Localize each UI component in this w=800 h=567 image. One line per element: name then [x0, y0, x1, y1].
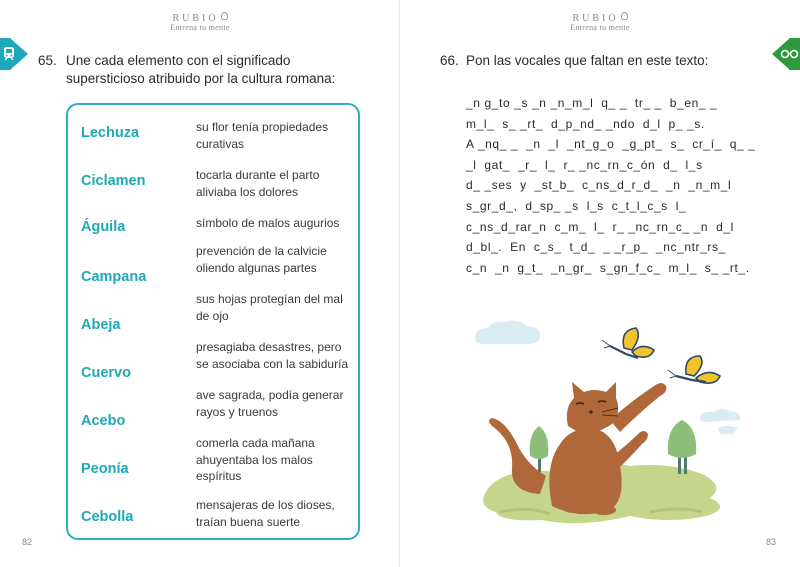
term-acebo[interactable]: Acebo: [81, 413, 126, 429]
brand-header: [0, 12, 400, 32]
term-lechuza[interactable]: Lechuza: [81, 125, 140, 141]
meaning-item[interactable]: [196, 167, 354, 200]
puzzle-line[interactable]: m_l_ s_ _rt_ d_p_nd_ _ndo d_l p_ _s.: [466, 116, 705, 131]
train-icon: [0, 38, 28, 70]
glasses-icon: [772, 38, 800, 70]
matching-box: [66, 103, 360, 540]
meaning-item[interactable]: [196, 497, 354, 530]
instruction-line: supersticioso atribuido por la cultura romana:: [66, 71, 336, 86]
meaning-line: oliendo algunas partes: [196, 260, 317, 275]
term-aguila[interactable]: Águila: [81, 219, 126, 235]
brand-tagline: Entrena tu mente: [170, 23, 230, 32]
meaning-item[interactable]: [196, 435, 354, 485]
puzzle-line[interactable]: d_ _ses y _st_b_ c_ns_d_r_d_ _n _n_m_l: [466, 178, 732, 193]
puzzle-line[interactable]: d_bl_. En c_s_ t_d_ _ _r_p_ _nc_ntr_rs_: [466, 240, 726, 255]
exercise-instruction: [66, 52, 335, 88]
page-number: 83: [766, 537, 777, 547]
term-cebolla[interactable]: Cebolla: [81, 509, 134, 525]
term-cuervo[interactable]: Cuervo: [81, 365, 131, 381]
cat-butterflies-illustration: [470, 316, 760, 536]
term-abeja[interactable]: Abeja: [81, 317, 121, 333]
brand-header: [400, 12, 800, 32]
meaning-line: presagiaba desastres, pero: [196, 340, 342, 354]
term-ciclamen[interactable]: Ciclamen: [81, 173, 146, 189]
meaning-line: rayos y truenos: [196, 404, 279, 419]
term-campana[interactable]: Campana: [81, 269, 147, 285]
tree-icon: [668, 420, 696, 474]
meaning-line: curativas: [196, 136, 245, 151]
lightbulb-icon: [221, 12, 228, 20]
cloud-icon: [700, 409, 740, 434]
meaning-line: ave sagrada, podía generar: [196, 388, 344, 402]
right-page: [400, 0, 800, 567]
cloud-icon: [475, 321, 540, 344]
term-peonia[interactable]: Peonía: [81, 461, 129, 477]
meaning-line: aliviaba los dolores: [196, 184, 299, 199]
meaning-item[interactable]: [196, 119, 354, 152]
tree-icon: [530, 426, 549, 472]
meaning-line: comerla cada mañana: [196, 436, 315, 450]
butterfly-icon: [602, 328, 654, 358]
exercise-number: 65.: [38, 53, 57, 68]
puzzle-line[interactable]: _n g_to _s _n _n_m_l q_ _ tr_ _ b_en_ _: [466, 96, 718, 110]
meaning-item[interactable]: [196, 387, 354, 420]
puzzle-line[interactable]: c_n _n g_t_ _n_gr_ s_gn_f_c_ m_l_ s_ _rt_.: [466, 260, 750, 275]
meaning-line: símbolo de malos augurios: [196, 216, 340, 230]
exercise-number: 66.: [440, 53, 459, 68]
puzzle-line[interactable]: _l gat_ _r_ l_ r_ _nc_rn_c_ón d_ l_s: [466, 157, 703, 172]
puzzle-line[interactable]: A _nq_ _ _n _l _nt_g_o _g_pt_ s_ cr_í_ q_ _: [466, 137, 756, 152]
meaning-item[interactable]: [196, 215, 354, 232]
brand-name: RUBIO: [572, 13, 619, 24]
vowel-puzzle: [466, 93, 776, 278]
meaning-line: mensajeras de los dioses,: [196, 498, 335, 512]
puzzle-line[interactable]: s_gr_d_, d_sp_ _s l_s c_t_l_c_s l_: [466, 198, 687, 213]
meaning-item[interactable]: [196, 339, 354, 372]
exercise-instruction: Pon las vocales que faltan en este texto:: [466, 53, 709, 68]
puzzle-line[interactable]: c_ns_d_rar_n c_m_ l_ r_ _nc_rn_c_ _n d_l: [466, 219, 734, 234]
meaning-line: sus hojas protegían del mal: [196, 292, 343, 306]
instruction-line: Une cada elemento con el significado: [66, 53, 291, 68]
meaning-line: espíritus: [196, 469, 242, 483]
butterfly-icon: [668, 356, 720, 383]
brand-tagline: Entrena tu mente: [570, 23, 630, 32]
lightbulb-icon: [621, 12, 628, 20]
meaning-line: su flor tenía propiedades: [196, 120, 329, 134]
page-number: 82: [22, 537, 33, 547]
meaning-item[interactable]: [196, 243, 354, 276]
meaning-line: ahuyentaba los malos: [196, 452, 313, 467]
meaning-line: se asociaba con la sabiduría: [196, 356, 349, 371]
meaning-line: tocarla durante el parto: [196, 168, 320, 182]
meaning-item[interactable]: [196, 291, 354, 324]
meaning-line: de ojo: [196, 308, 229, 323]
meaning-line: traían buena suerte: [196, 514, 301, 529]
meaning-line: prevención de la calvicie: [196, 244, 327, 258]
brand-name: RUBIO: [172, 13, 219, 24]
